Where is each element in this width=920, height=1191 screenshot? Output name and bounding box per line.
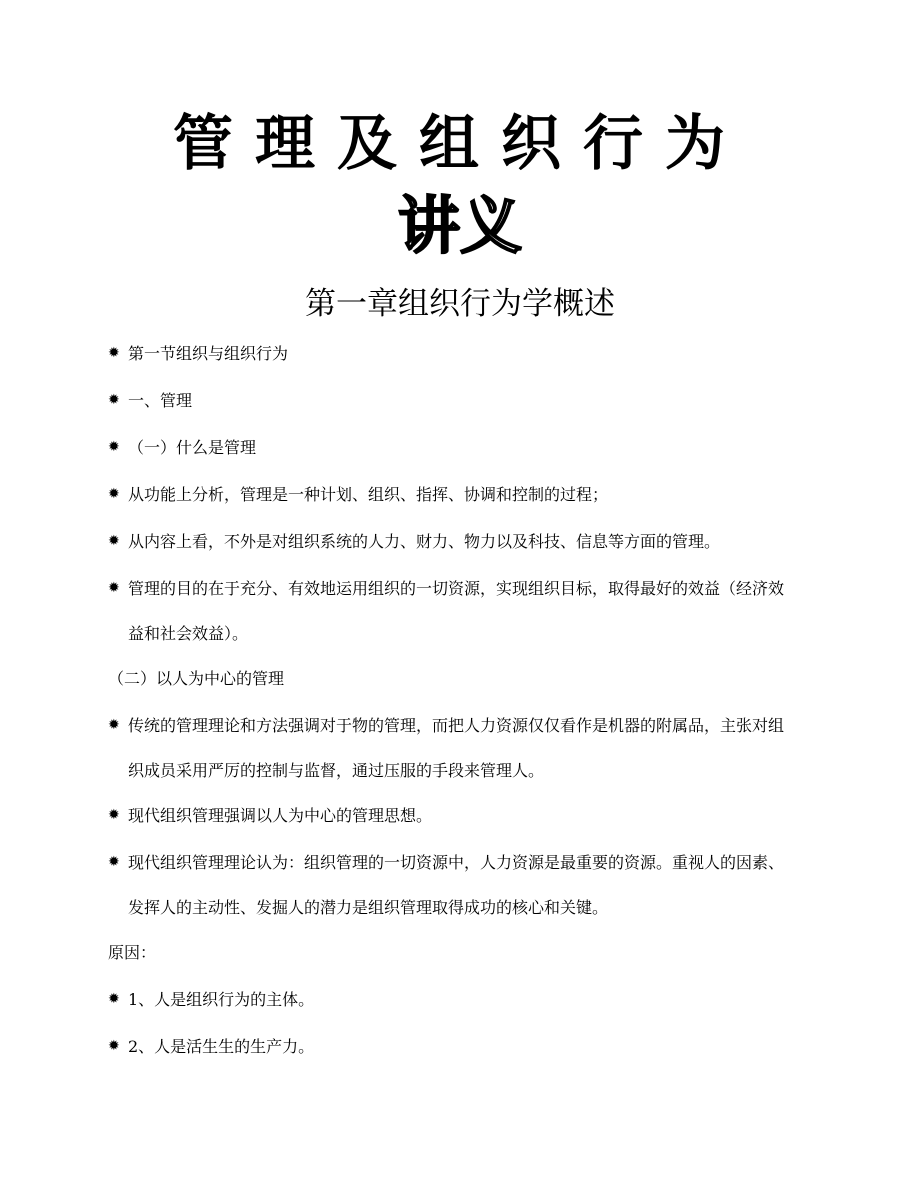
line-text: 管理的目的在于充分、有效地运用组织的一切资源，实现组织目标，取得最好的效益（经济效	[128, 579, 785, 598]
bullet-icon: ✹	[108, 717, 120, 733]
bullet-item	[0, 792, 920, 839]
bullet-item	[0, 1023, 920, 1070]
bullet-item	[0, 702, 920, 749]
line-text: 传统的管理理论和方法强调对于物的管理，而把人力资源仅仅看作是机器的附属品，主张对组	[128, 716, 785, 735]
paragraph	[0, 929, 920, 976]
document-title: 管理及组织行为	[173, 109, 747, 179]
bullet-icon: ✹	[108, 854, 120, 870]
line-text: 2、人是活生生的生产力。	[128, 1037, 315, 1056]
bullet-item	[0, 518, 920, 565]
bullet-icon: ✹	[108, 807, 120, 823]
bullet-item	[0, 330, 920, 377]
bullet-icon: ✹	[108, 392, 120, 408]
line-text: （二）以人为中心的管理	[108, 669, 285, 688]
bullet-icon: ✹	[108, 533, 120, 549]
paragraph-continuation	[0, 749, 920, 792]
bullet-icon: ✹	[108, 991, 120, 1007]
document-body	[0, 330, 920, 1070]
line-text: 1、人是组织行为的主体。	[128, 990, 315, 1009]
bullet-icon: ✹	[108, 345, 120, 361]
document-subtitle: 讲义	[397, 189, 522, 262]
line-text: 发挥人的主动性、发掘人的潜力是组织管理取得成功的核心和关键。	[128, 898, 609, 917]
paragraph	[0, 655, 920, 702]
bullet-icon: ✹	[108, 486, 120, 502]
line-text: 从内容上看，不外是对组织系统的人力、财力、物力以及科技、信息等方面的管理。	[128, 532, 721, 551]
line-text: 现代组织管理强调以人为中心的管理思想。	[128, 806, 433, 825]
line-text: 从功能上分析，管理是一种计划、组织、指挥、协调和控制的过程；	[128, 485, 609, 504]
line-text: （一）什么是管理	[128, 438, 257, 457]
line-text: 益和社会效益）。	[128, 624, 249, 643]
bullet-item	[0, 377, 920, 424]
line-text: 一、管理	[128, 391, 193, 410]
bullet-item	[0, 976, 920, 1023]
bullet-item	[0, 839, 920, 886]
bullet-item	[0, 424, 920, 471]
line-text: 原因：	[108, 943, 157, 962]
bullet-item	[0, 565, 920, 612]
bullet-item	[0, 471, 920, 518]
line-text: 第一节组织与组织行为	[128, 344, 289, 363]
chapter-heading: 第一章组织行为学概述	[305, 286, 615, 322]
paragraph-continuation	[0, 886, 920, 929]
bullet-icon: ✹	[108, 1038, 120, 1054]
line-text: 现代组织管理理论认为：组织管理的一切资源中，人力资源是最重要的资源。重视人的因素、	[128, 853, 785, 872]
line-text: 织成员采用严厉的控制与监督，通过压服的手段来管理人。	[128, 761, 545, 780]
bullet-icon: ✹	[108, 439, 120, 455]
bullet-icon: ✹	[108, 580, 120, 596]
paragraph-continuation	[0, 612, 920, 655]
